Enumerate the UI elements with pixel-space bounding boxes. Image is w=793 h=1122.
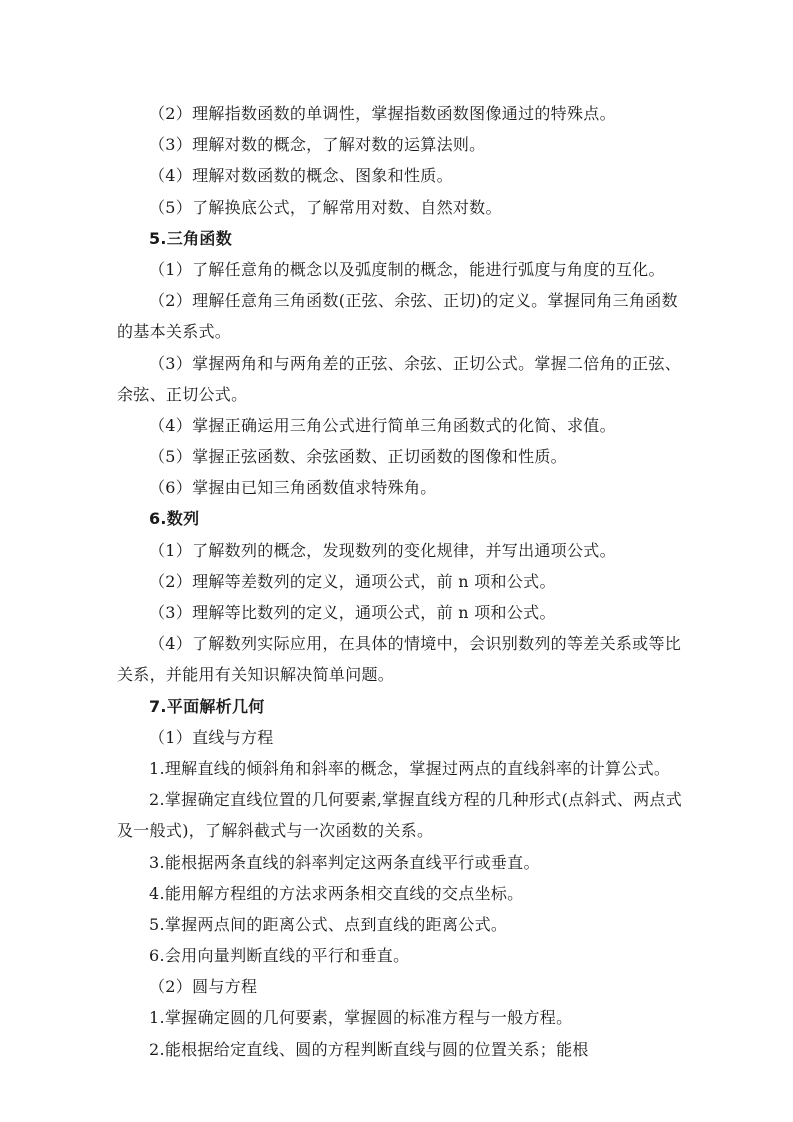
text-line: （4）了解数列实际应用，在具体的情境中，会识别数列的等差关系或等比 — [149, 634, 682, 654]
section-heading: 7.平面解析几何 — [149, 696, 265, 716]
text-line: 6.会用向量判断直线的平行和垂直。 — [149, 946, 410, 966]
text-line: 2.掌握确定直线位置的几何要素,掌握直线方程的几种形式(点斜式、两点式 — [149, 790, 683, 810]
text-line: 1.理解直线的倾斜角和斜率的概念，掌握过两点的直线斜率的计算公式。 — [149, 758, 671, 778]
text-line: （6）掌握由已知三角函数值求特殊角。 — [149, 478, 437, 498]
text-line: 4.能用解方程组的方法求两条相交直线的交点坐标。 — [149, 883, 524, 903]
text-line: （5）了解换底公式，了解常用对数、自然对数。 — [149, 197, 502, 217]
section-heading: 6.数列 — [149, 509, 200, 529]
document-body — [117, 98, 683, 1065]
text-line: 余弦、正切公式。 — [117, 384, 248, 404]
text-line: （4）理解对数函数的概念、图象和性质。 — [149, 166, 453, 186]
text-line: （3）理解对数的概念，了解对数的运算法则。 — [149, 135, 486, 155]
section-heading: 5.三角函数 — [149, 228, 233, 248]
text-line: （2）理解等差数列的定义，通项公式，前 n 项和公式。 — [149, 571, 556, 591]
text-line: （1）了解任意角的概念以及弧度制的概念，能进行弧度与角度的互化。 — [149, 259, 665, 279]
text-line: 1.掌握确定圆的几何要素，掌握圆的标准方程与一般方程。 — [149, 1008, 573, 1028]
text-line: 关系，并能用有关知识解决简单问题。 — [117, 665, 395, 685]
text-line: 2.能根据给定直线、圆的方程判断直线与圆的位置关系；能根 — [149, 1039, 589, 1059]
text-line: （1）了解数列的概念，发现数列的变化规律，并写出通项公式。 — [149, 540, 616, 560]
text-line: （1）直线与方程 — [149, 727, 274, 747]
text-line: 3.能根据两条直线的斜率判定这两条直线平行或垂直。 — [149, 852, 540, 872]
text-line: 5.掌握两点间的距离公式、点到直线的距离公式。 — [149, 914, 508, 934]
text-line: （2）理解指数函数的单调性，掌握指数函数图像通过的特殊点。 — [149, 104, 616, 123]
text-line: （5）掌握正弦函数、余弦函数、正切函数的图像和性质。 — [149, 447, 567, 467]
text-line: （4）掌握正确运用三角公式进行简单三角函数式的化简、求值。 — [149, 415, 616, 435]
text-line: （3）掌握两角和与两角差的正弦、余弦、正切公式。掌握二倍角的正弦、 — [149, 353, 682, 373]
text-line: （2）理解任意角三角函数(正弦、余弦、正切)的定义。掌握同角三角函数 — [149, 291, 678, 311]
text-line: （2）圆与方程 — [149, 977, 258, 997]
text-line: 的基本关系式。 — [117, 322, 232, 342]
text-line: （3）理解等比数列的定义，通项公式，前 n 项和公式。 — [149, 603, 556, 622]
text-line: 及一般式)，了解斜截式与一次函数的关系。 — [117, 821, 434, 841]
